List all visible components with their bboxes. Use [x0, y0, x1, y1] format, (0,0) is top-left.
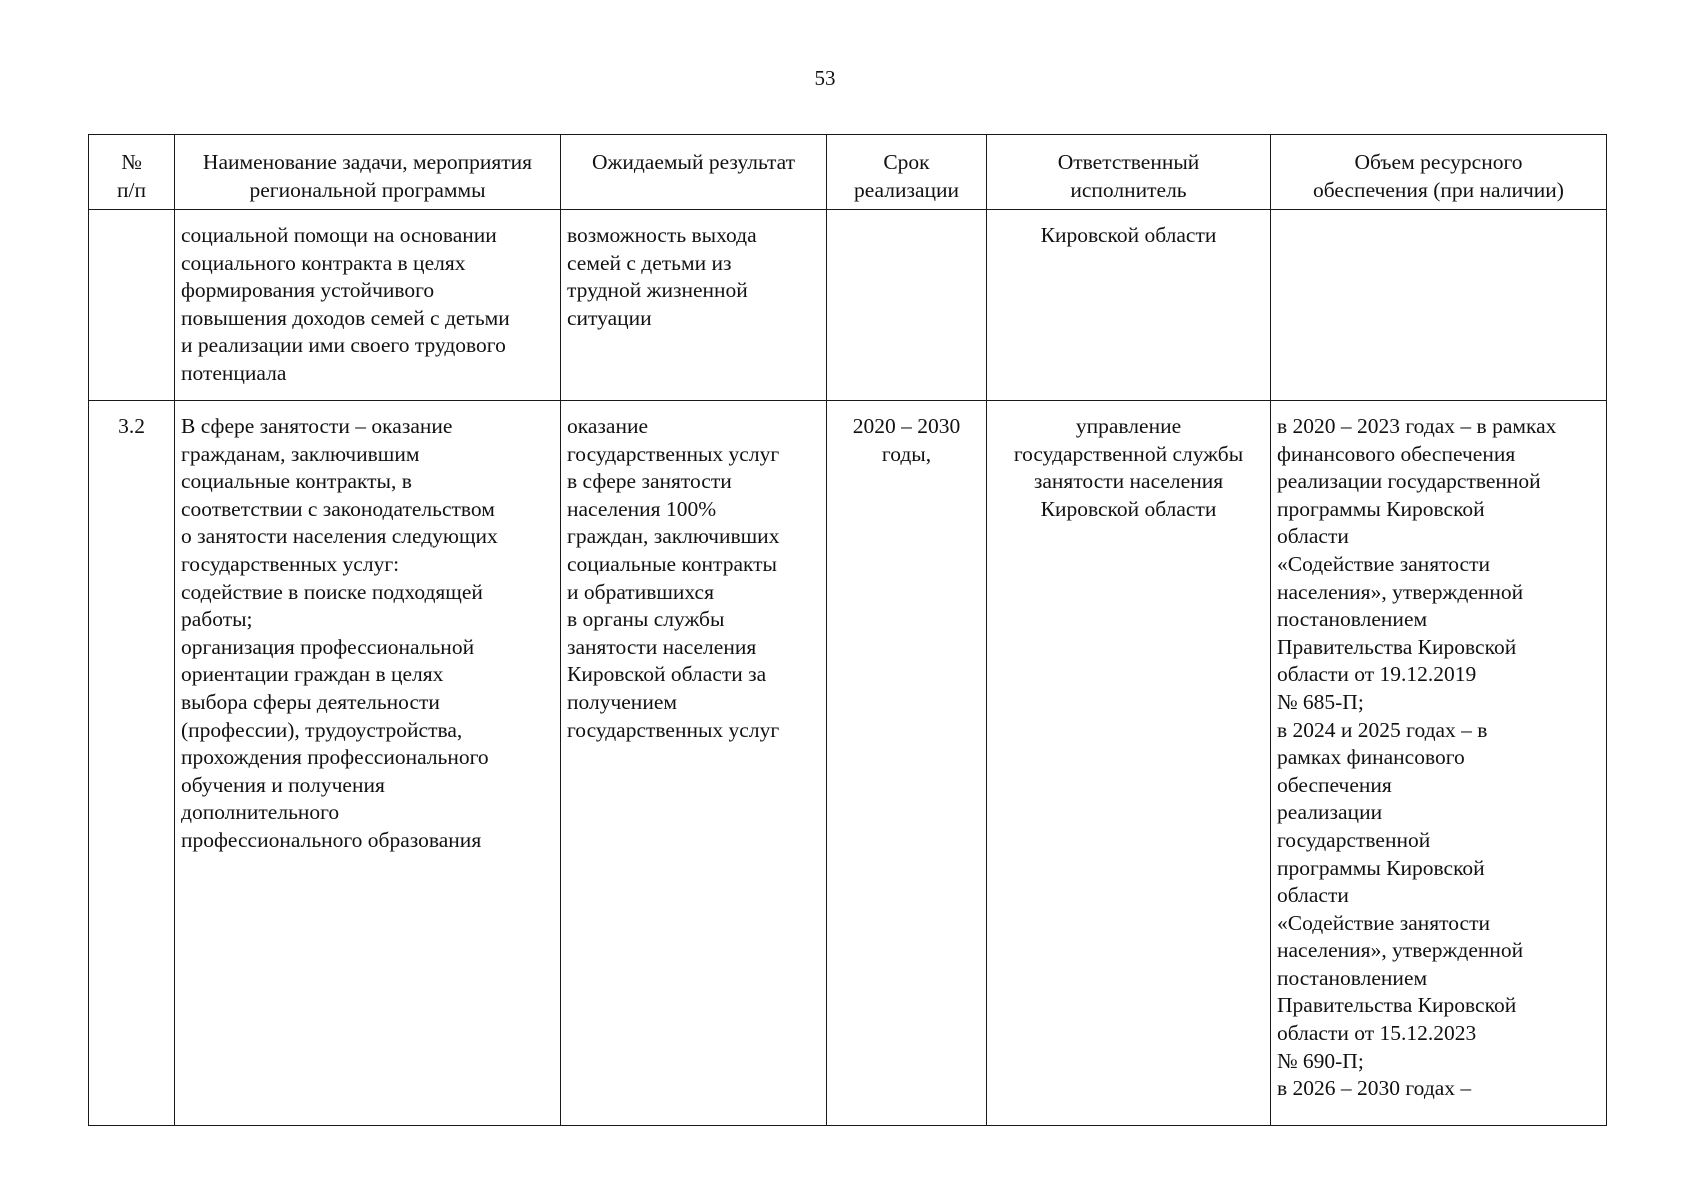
table-row [89, 401, 1607, 1126]
page-number: 53 [814, 66, 836, 90]
header-executor: Ответственный исполнитель [987, 135, 1271, 210]
header-num: № п/п [89, 135, 175, 210]
cell-num [89, 210, 175, 401]
header-task: Наименование задачи, мероприятия региональной программы [175, 135, 561, 210]
cell-term: 2020 – 2030 годы, [827, 401, 987, 1126]
header-resources: Объем ресурсного обеспечения (при наличии) [1271, 135, 1607, 210]
header-term: Срок реализации [827, 135, 987, 210]
cell-resources: в 2020 – 2023 годах – в рамках финансового обеспечения реализации государственной программы Кировской области «Содействие занятости населения», утвержденной постановлением Правительства Кировской области от 19.12.2019 № 685-П; в 2024 и 2025 годах – в рамках финансового обеспечения реализации государственной программы Кировской области «Содействие занятости населения», утвержденной постановлением Правительства Кировской области от 15.12.2023 № 690-П; в 2026 – 2030 годах – [1271, 401, 1607, 1126]
cell-task: В сфере занятости – оказание гражданам, заключившим социальные контракты, в соответствии с законодательством о занятости населения следующих государственных услуг: содействие в поиске подходящей работы; организация профессиональной ориентации граждан в целях выбора сферы деятельности (профессии), трудоустройства, прохождения профессионального обучения и получения дополнительного профессионального образования [175, 401, 561, 1126]
cell-task: социальной помощи на основании социального контракта в целях формирования устойчивого повышения доходов семей с детьми и реализации ими своего трудового потенциала [175, 210, 561, 401]
program-table [88, 134, 1607, 1126]
cell-num: 3.2 [89, 401, 175, 1126]
header-result: Ожидаемый результат [561, 135, 827, 210]
cell-resources [1271, 210, 1607, 401]
cell-result: оказание государственных услуг в сфере занятости населения 100% граждан, заключивших социальные контракты и обратившихся в органы службы занятости населения Кировской области за получением государственных услуг [561, 401, 827, 1126]
cell-executor: управление государственной службы занятости населения Кировской области [987, 401, 1271, 1126]
table-row [89, 210, 1607, 401]
cell-term [827, 210, 987, 401]
table-header-row [89, 135, 1607, 210]
cell-executor: Кировской области [987, 210, 1271, 401]
cell-result: возможность выхода семей с детьми из трудной жизненной ситуации [561, 210, 827, 401]
